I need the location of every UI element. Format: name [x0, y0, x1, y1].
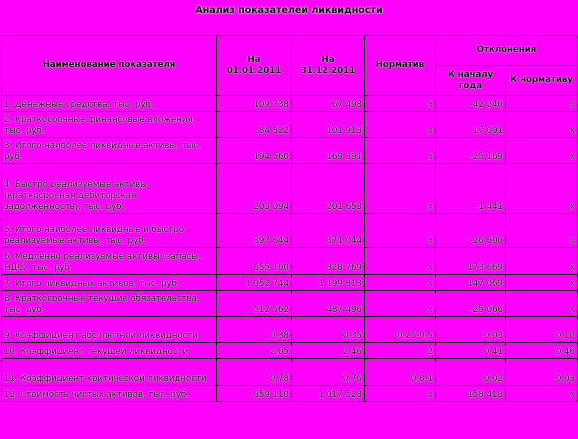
- row-deviation-start: -42 240: [436, 96, 506, 112]
- row-norm: х: [365, 214, 436, 248]
- table-row: [2, 164, 578, 214]
- row-value-end: 1 017 528: [292, 386, 365, 402]
- row-name: 3. Итого наиболее ликвидные активы, тыс. руб.: [2, 138, 217, 164]
- row-name: 1. Денежные средства, тыс. руб.: [2, 96, 217, 112]
- header-end: На 31.12.2011: [292, 36, 365, 96]
- row-name: 9. Коэффициент абсолютной ликвидности: [2, 317, 217, 343]
- row-value-end: 101 913: [292, 112, 365, 138]
- header-name: Наименование показателя: [2, 36, 217, 96]
- row-norm: х: [365, 164, 436, 214]
- row-deviation-start: 173 669: [436, 248, 506, 275]
- row-deviation-start: 17 091: [436, 112, 506, 138]
- row-value-start: 2,05: [217, 343, 292, 359]
- row-value-end: 0,76: [292, 359, 365, 386]
- row-value-start: 512 562: [217, 291, 292, 317]
- row-value-end: 2,46: [292, 343, 365, 359]
- table-row: [2, 138, 578, 164]
- row-value-start: 859 110: [217, 386, 292, 402]
- row-value-end: 0,35: [292, 317, 365, 343]
- table-row: [2, 248, 578, 275]
- row-deviation-norm: х: [506, 275, 578, 291]
- row-deviation-norm: х: [506, 138, 578, 164]
- row-name: 10. Коэффициент текущей ликвидности: [2, 343, 217, 359]
- row-value-start: 194 560: [217, 138, 292, 164]
- header-norm: Норматив: [365, 36, 436, 96]
- row-deviation-start: -1 441: [436, 164, 506, 214]
- row-value-end: 169 391: [292, 138, 365, 164]
- row-name: 11. Коэффициент критической ликвидности: [2, 359, 217, 386]
- row-deviation-norm: х: [506, 96, 578, 112]
- row-deviation-norm: х: [506, 164, 578, 214]
- row-norm: х: [365, 138, 436, 164]
- table-row: [2, 112, 578, 138]
- header-vs-norm: К нормативу: [506, 66, 578, 96]
- row-value-start: 655 100: [217, 248, 292, 275]
- row-value-end: 1 199 813: [292, 275, 365, 291]
- row-value-start: 203 094: [217, 164, 292, 214]
- row-norm: х: [365, 291, 436, 317]
- table-row: [2, 275, 578, 291]
- table-row: [2, 343, 578, 359]
- row-deviation-start: -25 066: [436, 291, 506, 317]
- row-deviation-norm: х: [506, 112, 578, 138]
- row-norm: х: [365, 112, 436, 138]
- row-value-end: 371 044: [292, 214, 365, 248]
- row-value-start: 1 052 744: [217, 275, 292, 291]
- row-deviation-start: -0,02: [436, 359, 506, 386]
- row-name: 2. Краткосрочные финансовые вложения, тыс. руб.: [2, 112, 217, 138]
- row-name: 8. Краткосрочные текущие обязательства, тыс. руб.: [2, 291, 217, 317]
- row-name: 12. Стоимость чистых активов, тыс. руб.: [2, 386, 217, 402]
- row-name: 7. Итого ликвидных активов, тыс. руб.: [2, 275, 217, 291]
- row-norm: х: [365, 248, 436, 275]
- row-deviation-norm: х: [506, 386, 578, 402]
- row-value-start: 397 644: [217, 214, 292, 248]
- row-deviation-norm: х: [506, 214, 578, 248]
- row-name: 6. Медленно реализуемые активы (запасы, НДС), тыс. руб.: [2, 248, 217, 275]
- row-value-start: 84 822: [217, 112, 292, 138]
- row-value-end: 828 769: [292, 248, 365, 275]
- row-deviation-start: 147 069: [436, 275, 506, 291]
- table-row: [2, 214, 578, 248]
- row-deviation-start: -26 600: [436, 214, 506, 248]
- row-value-start: 0,78: [217, 359, 292, 386]
- row-value-end: 201 653: [292, 164, 365, 214]
- row-name: 5. Итого наиболее ликвидные и быстро реализуемые активы, тыс. руб.: [2, 214, 217, 248]
- header-deviations: Отклонения: [436, 36, 578, 66]
- row-deviation-start: -25 169: [436, 138, 506, 164]
- table-row: [2, 96, 578, 112]
- row-deviation-norm: х: [506, 291, 578, 317]
- table-title: Анализ показателей ликвидности: [195, 5, 383, 16]
- table-row: [2, 386, 578, 402]
- row-deviation-norm: -0,03: [506, 359, 578, 386]
- row-norm: х: [365, 386, 436, 402]
- row-value-start: 109 738: [217, 96, 292, 112]
- row-deviation-norm: х: [506, 248, 578, 275]
- row-deviation-norm: 0,10: [506, 317, 578, 343]
- row-deviation-start: 158 418: [436, 386, 506, 402]
- row-norm: х: [365, 96, 436, 112]
- row-norm: х: [365, 275, 436, 291]
- row-value-start: 0,38: [217, 317, 292, 343]
- row-norm: 0,8-1: [365, 359, 436, 386]
- row-value-end: 487 496: [292, 291, 365, 317]
- row-deviation-norm: 0,46: [506, 343, 578, 359]
- table-row: [2, 359, 578, 386]
- row-deviation-start: 0,41: [436, 343, 506, 359]
- table-row: [2, 291, 578, 317]
- row-name: 4. Быстро реализуемые активы (краткосрочная дебиторская задолженность), тыс. руб.: [2, 164, 217, 214]
- row-norm: 2: [365, 343, 436, 359]
- liquidity-table: [1, 35, 578, 402]
- row-deviation-start: -0,03: [436, 317, 506, 343]
- header-start: На 01.01.2011: [217, 36, 292, 96]
- row-norm: 0,25-0,5: [365, 317, 436, 343]
- header-vs-start: К началу года: [436, 66, 506, 96]
- table-row: [2, 317, 578, 343]
- row-value-end: 67 498: [292, 96, 365, 112]
